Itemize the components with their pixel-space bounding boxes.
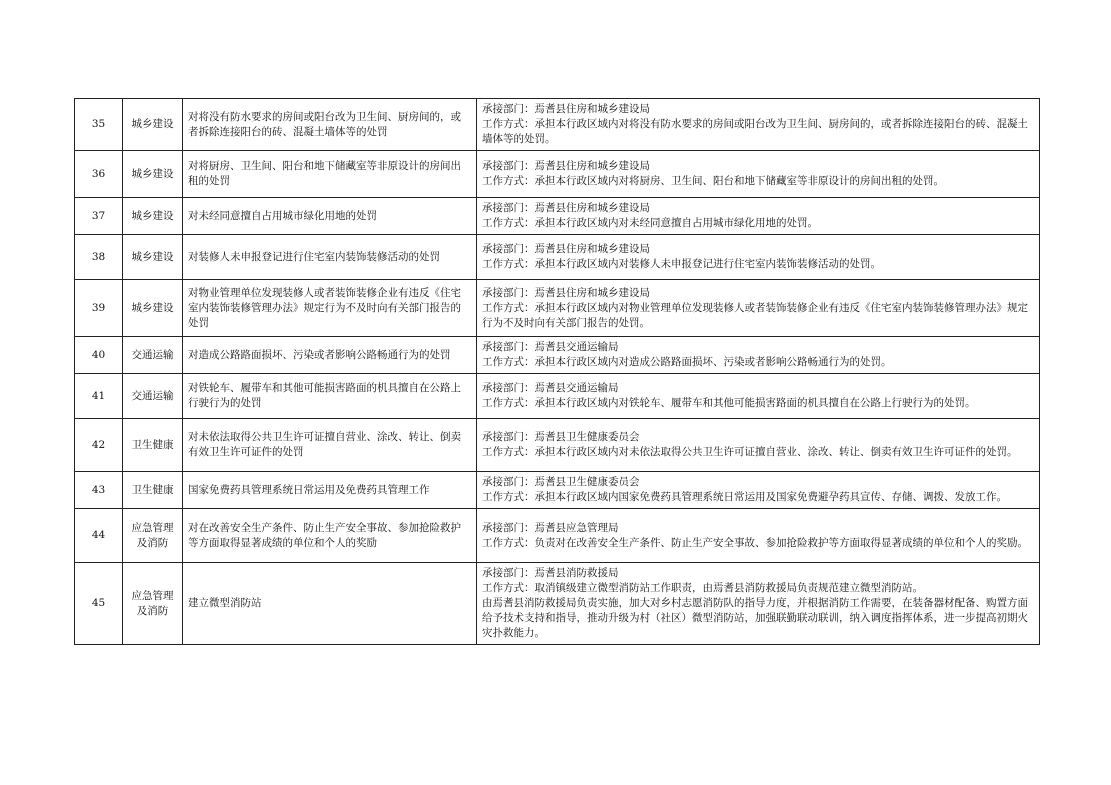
row-item-description: 对铁轮车、履带车和其他可能损害路面的机具擅自在公路上行驶行为的处罚 <box>183 374 477 419</box>
row-number: 35 <box>75 99 123 151</box>
row-number: 41 <box>75 374 123 419</box>
row-number: 44 <box>75 509 123 563</box>
row-category: 交通运输 <box>123 337 183 374</box>
row-department-work-method <box>477 337 1040 374</box>
row-department-work-method <box>477 563 1040 645</box>
document-table-wrapper <box>74 98 1039 645</box>
table-row <box>75 99 1040 151</box>
row-item-description: 对在改善安全生产条件、防止生产安全事故、参加抢险救护等方面取得显著成绩的单位和个人的奖励 <box>183 509 477 563</box>
department-line: 承接部门：焉耆县应急管理局 <box>482 521 619 534</box>
department-line: 承接部门：焉耆县住房和城乡建设局 <box>482 103 650 115</box>
row-category: 城乡建设 <box>123 235 183 280</box>
row-category: 卫生健康 <box>123 419 183 472</box>
work-method-line: 工作方式：承担本行政区域内对装修人未申报登记进行住宅室内装饰装修活动的处罚。 <box>482 258 881 270</box>
work-method-line: 工作方式：承担本行政区域内对造成公路路面损坏、污染或者影响公路畅通行为的处罚。 <box>482 356 892 368</box>
department-line: 承接部门：焉耆县交通运输局 <box>482 382 619 394</box>
work-method-line: 工作方式：承担本行政区域内对物业管理单位发现装修人或者装饰装修企业有违反《住宅室内装饰装修管理办法》规定行为不及时向有关部门报告的处罚。 <box>482 301 1028 329</box>
table-row <box>75 235 1040 280</box>
table-row <box>75 280 1040 337</box>
row-number: 37 <box>75 198 123 235</box>
table-row <box>75 563 1040 645</box>
row-number: 43 <box>75 472 123 509</box>
work-method-line: 工作方式：承担本行政区域内对铁轮车、履带车和其他可能损害路面的机具擅自在公路上行驶行为的处罚。 <box>482 397 976 409</box>
row-category: 城乡建设 <box>123 198 183 235</box>
department-line: 承接部门：焉耆县住房和城乡建设局 <box>482 160 650 172</box>
work-method-line: 工作方式：承担本行政区域内国家免费药具管理系统日常运用及国家免费避孕药具宣传、存储、调拨、发放工作。 <box>482 491 1007 503</box>
table-row <box>75 151 1040 198</box>
row-department-work-method <box>477 151 1040 198</box>
row-item-description: 建立微型消防站 <box>183 563 477 645</box>
department-line: 承接部门：焉耆县交通运输局 <box>482 341 619 353</box>
row-item-description: 对未依法取得公共卫生许可证擅自营业、涂改、转让、倒卖有效卫生许可证件的处罚 <box>183 419 477 472</box>
row-category: 应急管理及消防 <box>123 509 183 563</box>
row-category: 城乡建设 <box>123 280 183 337</box>
work-method-line: 工作方式：承担本行政区域内对未经同意擅自占用城市绿化用地的处罚。 <box>482 217 818 229</box>
row-item-description: 对造成公路路面损坏、污染或者影响公路畅通行为的处罚 <box>183 337 477 374</box>
row-department-work-method <box>477 374 1040 419</box>
department-line: 承接部门：焉耆县卫生健康委员会 <box>482 431 640 443</box>
work-method-line: 工作方式：负责对在改善安全生产条件、防止生产安全事故、参加抢险救护等方面取得显著成绩的单位和个人的奖励。 <box>482 536 1028 549</box>
row-number: 36 <box>75 151 123 198</box>
work-method-line: 工作方式：承担本行政区域内对将没有防水要求的房间或阳台改为卫生间、厨房间的，或者拆除连接阳台的砖、混凝土墙体等的处罚。 <box>482 118 1028 145</box>
department-line: 承接部门：焉耆县卫生健康委员会 <box>482 476 640 488</box>
table-row <box>75 374 1040 419</box>
row-item-description: 对将厨房、卫生间、阳台和地下储藏室等非原设计的房间出租的处罚 <box>183 151 477 198</box>
row-item-description: 对装修人未申报登记进行住宅室内装饰装修活动的处罚 <box>183 235 477 280</box>
row-department-work-method <box>477 198 1040 235</box>
work-method-line: 工作方式：承担本行政区域内对将厨房、卫生间、阳台和地下储藏室等非原设计的房间出租的处罚。 <box>482 175 944 187</box>
department-line: 承接部门：焉耆县住房和城乡建设局 <box>482 286 650 299</box>
table-body <box>75 99 1040 645</box>
department-line: 承接部门：焉耆县住房和城乡建设局 <box>482 202 650 214</box>
row-category: 卫生健康 <box>123 472 183 509</box>
row-department-work-method <box>477 99 1040 151</box>
department-line: 承接部门：焉耆县住房和城乡建设局 <box>482 243 650 255</box>
table-row <box>75 337 1040 374</box>
row-department-work-method <box>477 472 1040 509</box>
row-item-description: 对将没有防水要求的房间或阳台改为卫生间、厨房间的，或者拆除连接阳台的砖、混凝土墙体等的处罚 <box>183 99 477 151</box>
row-item-description: 对未经同意擅自占用城市绿化用地的处罚 <box>183 198 477 235</box>
row-number: 45 <box>75 563 123 645</box>
row-category: 城乡建设 <box>123 151 183 198</box>
work-method-line: 工作方式：承担本行政区域内对未依法取得公共卫生许可证擅自营业、涂改、转让、倒卖有效卫生许可证件的处罚。 <box>482 446 1018 458</box>
work-method-line: 工作方式：取消镇级建立微型消防站工作职责，由焉耆县消防救援局负责规范建立微型消防站。 <box>482 582 923 594</box>
table-row <box>75 198 1040 235</box>
row-department-work-method <box>477 419 1040 472</box>
responsibility-table <box>74 98 1040 645</box>
row-category: 城乡建设 <box>123 99 183 151</box>
row-number: 42 <box>75 419 123 472</box>
table-row <box>75 509 1040 563</box>
work-method-line: 由焉耆县消防救援局负责实施，加大对乡村志愿消防队的指导力度，并根据消防工作需要，在装备器材配备、购置方面给予技术支持和指导，推动升级为村（社区）微型消防站，加强联勤联动联训，纳入调度指挥体系，进一步提高初期火灾扑救能力。 <box>482 597 1028 639</box>
table-row <box>75 472 1040 509</box>
department-line: 承接部门：焉耆县消防救援局 <box>482 567 619 579</box>
table-row <box>75 419 1040 472</box>
row-department-work-method <box>477 235 1040 280</box>
row-item-description: 对物业管理单位发现装修人或者装饰装修企业有违反《住宅室内装饰装修管理办法》规定行为不及时向有关部门报告的处罚 <box>183 280 477 337</box>
row-number: 40 <box>75 337 123 374</box>
row-department-work-method <box>477 509 1040 563</box>
row-number: 39 <box>75 280 123 337</box>
row-department-work-method <box>477 280 1040 337</box>
row-number: 38 <box>75 235 123 280</box>
row-category: 应急管理及消防 <box>123 563 183 645</box>
row-item-description: 国家免费药具管理系统日常运用及免费药具管理工作 <box>183 472 477 509</box>
row-category: 交通运输 <box>123 374 183 419</box>
